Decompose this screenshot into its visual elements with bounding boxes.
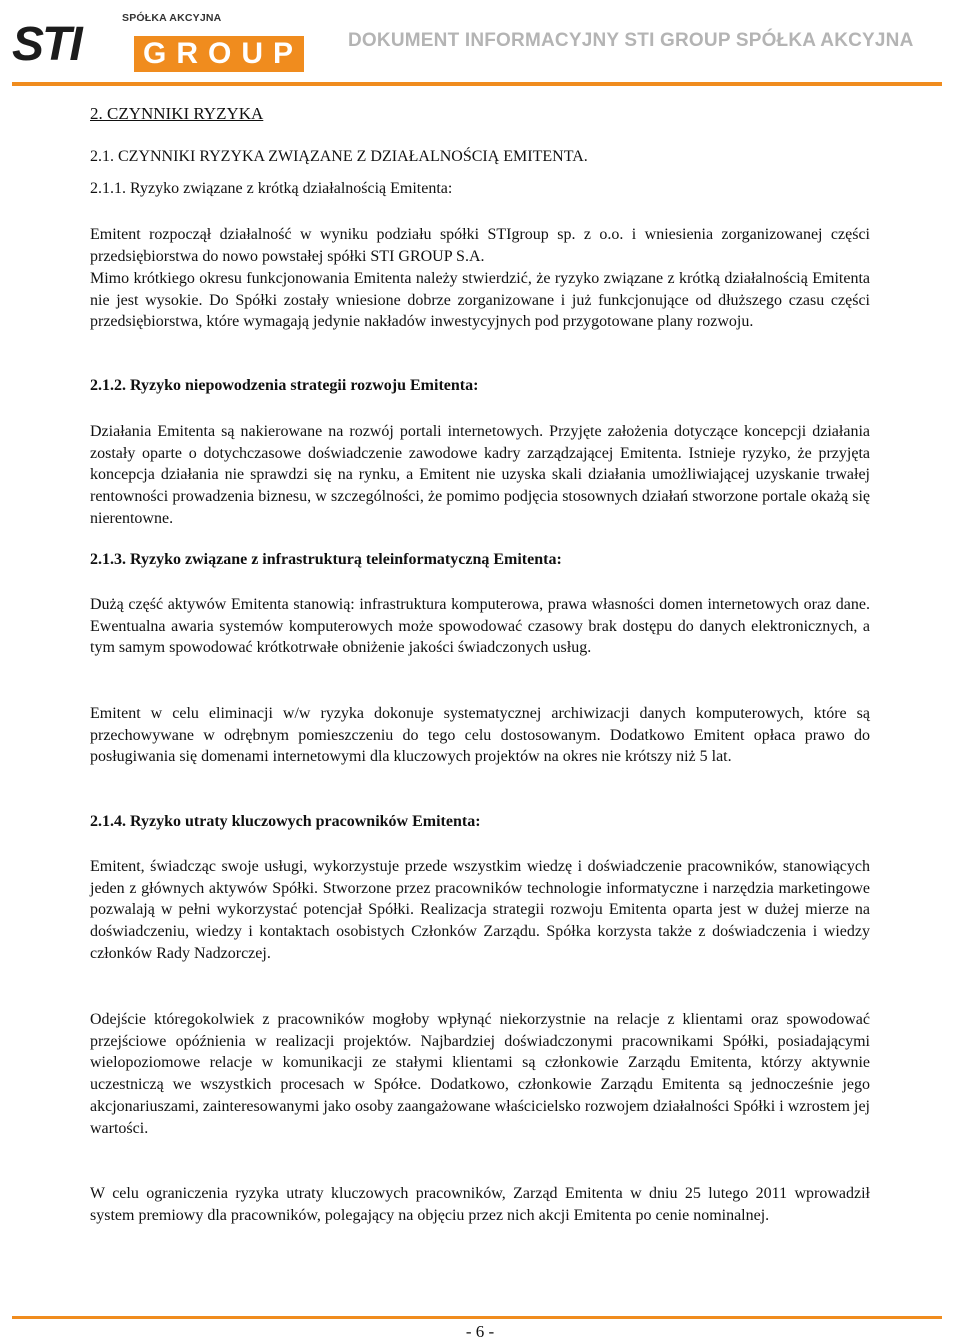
paragraph: Emitent rozpoczął działalność w wyniku podziału spółki STIgroup sp. z o.o. i wniesienia zorganizowanej części przedsiębiorstwa do nowo powstałej spółki STI GROUP S.A. bbox=[90, 226, 870, 265]
document-title: DOKUMENT INFORMACYJNY STI GROUP SPÓŁKA AKCYJNA bbox=[348, 30, 914, 51]
section-title: 2. CZYNNIKI RYZYKA bbox=[90, 104, 264, 123]
header-divider bbox=[12, 82, 942, 86]
page-number: - 6 - bbox=[465, 1322, 495, 1341]
logo-group-box bbox=[134, 36, 304, 72]
risk-heading-2-1-1: 2.1.1. Ryzyko związane z krótką działalnością Emitenta: bbox=[90, 180, 453, 197]
risk-heading-2-1-4: 2.1.4. Ryzyko utraty kluczowych pracowników Emitenta: bbox=[90, 813, 481, 830]
page-header bbox=[0, 0, 960, 92]
section-subtitle: 2.1. CZYNNIKI RYZYKA ZWIĄZANE Z DZIAŁALNOŚCIĄ EMITENTA. bbox=[90, 148, 588, 165]
sti-group-logo bbox=[12, 10, 312, 70]
paragraph: Działania Emitenta są nakierowane na rozwój portali internetowych. Przyjęte założenia dotyczące koncepcji działania zostały oparte o dotychczasowe doświadczenie zawodowe kadry zarządzającej Emitenta. Istnieje ryzyko, że przyjęta koncepcja działania nie sprawdzi się na rynku, a Emitent nie uzyska skali działania umożliwiającej uzyskanie trwałej rentowności prowadzenia biznesu, w szczególności, że pomimo podjęcia stosownych działań stworzone portale okażą się nierentowne. bbox=[90, 423, 870, 527]
logo-company-type: SPÓŁKA AKCYJNA bbox=[122, 12, 222, 24]
risk-heading-2-1-3: 2.1.3. Ryzyko związane z infrastrukturą teleinformatyczną Emitenta: bbox=[90, 551, 562, 568]
paragraph: Dużą część aktywów Emitenta stanowią: infrastruktura komputerowa, prawa własności domen internetowych oraz dane. Ewentualna awaria systemów komputerowych może spowodować czasowy brak dostępu do danych elektronicznych, a tym samym spowodować krótkotrwałe obniżenie jakości świadczonych usług. bbox=[90, 596, 870, 657]
footer-divider bbox=[12, 1316, 942, 1319]
paragraph: Mimo krótkiego okresu funkcjonowania Emitenta należy stwierdzić, że ryzyko związane z krótką działalnością Emitenta nie jest wysokie. Do Spółki zostały wniesione dobrze zorganizowane i już funkcjonujące od dłuższego czasu części przedsiębiorstwa, które wymagają jedynie nakładów inwestycyjnych pod przygotowane plany rozwoju. bbox=[90, 270, 870, 331]
paragraph: Odejście któregokolwiek z pracowników mogłoby wpłynąć niekorzystnie na relacje z klientami oraz spowodować przejściowe opóźnienia w realizacji projektów. Najbardziej doświadczonymi pracownikami Spółki, posiadającymi wielopoziomowe relacje w komunikacji ze stałymi klientami są członkowie Zarządu Emitenta, którzy aktywnie uczestniczą we wszystkich procesach w Spółce. Dodatkowo, członkowie Zarządu Emitenta są jednocześnie jego akcjonariuszami, zainteresowanymi jako osoby zaangażowane właścicielsko rozwojem działalności Spółki i wzrostem jej wartości. bbox=[90, 1011, 870, 1137]
logo-group-text: GROUP bbox=[142, 37, 303, 70]
paragraph: Emitent, świadcząc swoje usługi, wykorzystuje przede wszystkim wiedzę i doświadczenie pracowników, stanowiących jeden z głównych aktywów Spółki. Stworzone przez pracowników technologie informatyczne i narzędzia marketingowe pozwalają w pełni wykorzystać potencjał Spółki. Realizacja strategii rozwoju Emitenta oparta jest w dużej mierze na doświadczeniu, wiedzy i kontaktach osobistych Członków Zarządu. Spółka korzysta także z doświadczenia i wiedzy członków Rady Nadzorczej. bbox=[90, 858, 870, 962]
paragraph: W celu ograniczenia ryzyka utraty kluczowych pracowników, Zarząd Emitenta w dniu 25 lutego 2011 wprowadził system premiowy dla pracowników, polegający na objęciu przez nich akcji Emitenta po cenie nominalnej. bbox=[90, 1185, 870, 1224]
logo-sti-text: STI bbox=[12, 18, 81, 71]
risk-heading-2-1-2: 2.1.2. Ryzyko niepowodzenia strategii rozwoju Emitenta: bbox=[90, 377, 479, 394]
paragraph: Emitent w celu eliminacji w/w ryzyka dokonuje systematycznej archiwizacji danych komputerowych, które są przechowywane w odrębnym pomieszczeniu do tego celu dostosowanym. Dodatkowo Emitent opłaca prawo do posługiwania się domenami internetowymi dla kluczowych projektów na okres nie krótszy niż 5 lat. bbox=[90, 705, 870, 766]
